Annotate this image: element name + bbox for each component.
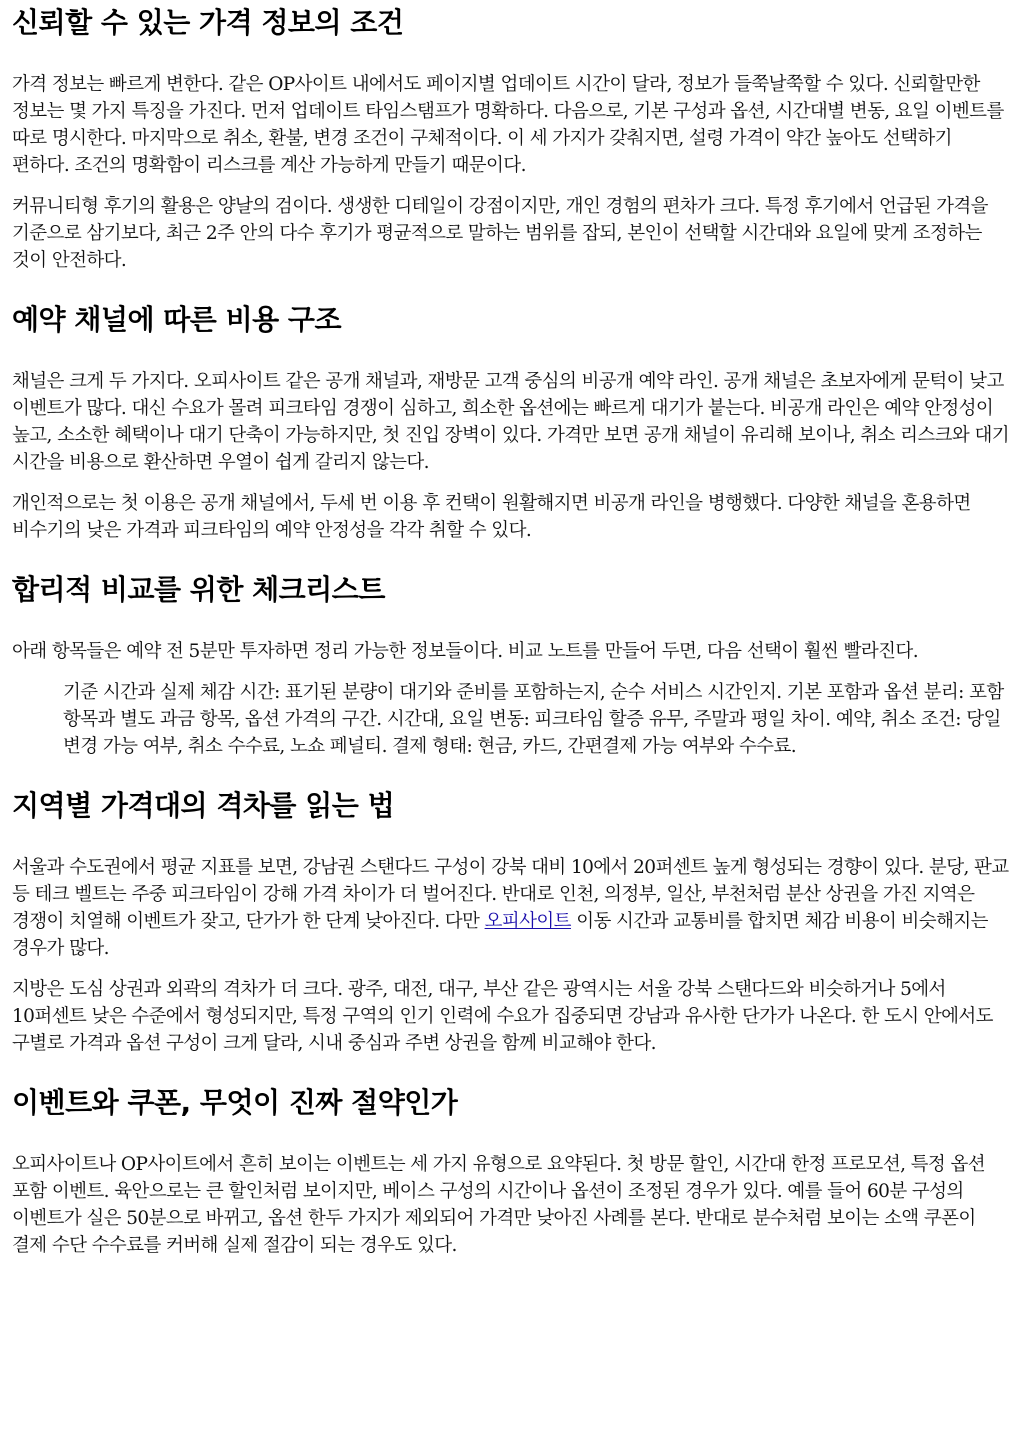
paragraph-text-after-link: 이동 시간과 교통비를 합치면 체감 비용이 비슷해지는 경우가 많다. (12, 911, 988, 959)
paragraph: 채널은 크게 두 가지다. 오피사이트 같은 공개 채널과, 재방문 고객 중심의 비공개 예약 라인. 공개 채널은 초보자에게 문턱이 낮고 이벤트가 많다. 대신 수요가 몰려 피크타임 경쟁이 심하고, 희소한 옵션에는 빠르게 대기가 붙는다. 비공개 라인은 예약 안정성이 높고, 소소한 혜택이나 대기 단축이 가능하지만, 첫 진입 장벽이 있다. 가격만 보면 공개 채널이 유리해 보이나, 취소 리스크와 대기 시간을 비용으로 환산하면 우열이 쉽게 갈리지 않는다. (12, 371, 1009, 473)
section-heading-events-and-coupons: 이벤트와 쿠폰, 무엇이 진짜 절약인가 (12, 1086, 458, 1119)
op-site-link[interactable]: 오피사이트 (484, 911, 571, 932)
paragraph: 지방은 도심 상권과 외곽의 격차가 더 크다. 광주, 대전, 대구, 부산 같은 광역시는 서울 강북 스탠다드와 비슷하거나 5에서 10퍼센트 낮은 수준에서 형성되지만, 특정 구역의 인기 인력에 수요가 집중되면 강남과 유사한 단가가 나온다. 한 도시 안에서도 구별로 가격과 옵션 구성이 크게 달라, 시내 중심과 주변 상권을 함께 비교해야 한다. (12, 979, 993, 1054)
article (0, 6, 1024, 1259)
paragraph: 아래 항목들은 예약 전 5분만 투자하면 정리 가능한 정보들이다. 비교 노트를 만들어 두면, 다음 선택이 훨씬 빨라진다. (12, 641, 918, 662)
section-heading-regional-price-gap: 지역별 가격대의 격차를 읽는 법 (12, 789, 395, 822)
paragraph: 커뮤니티형 후기의 활용은 양날의 검이다. 생생한 디테일이 강점이지만, 개인 경험의 편차가 크다. 특정 후기에서 언급된 가격을 기준으로 삼기보다, 최근 2주 안의 다수 후기가 평균적으로 말하는 범위를 잡되, 본인이 선택할 시간대와 요일에 맞게 조정하는 것이 안전하다. (12, 196, 988, 271)
paragraph-text-before-link: 서울과 수도권에서 평균 지표를 보면, 강남권 스탠다드 구성이 강북 대비 10에서 20퍼센트 높게 형성되는 경향이 있다. 분당, 판교 등 테크 벨트는 주중 피크타임이 강해 가격 차이가 더 벌어진다. 반대로 인천, 의정부, 일산, 부천처럼 분산 상권을 가진 지역은 경쟁이 치열해 이벤트가 잦고, 단가가 한 단계 낮아진다. 다만 (12, 857, 1009, 932)
checklist-quote: 기준 시간과 실제 체감 시간: 표기된 분량이 대기와 준비를 포함하는지, 순수 서비스 시간인지. 기본 포함과 옵션 분리: 포함 항목과 별도 과금 항목, 옵션 가격의 구간. 시간대, 요일 변동: 피크타임 할증 유무, 주말과 평일 차이. 예약, 취소 조건: 당일 변경 가능 여부, 취소 수수료, 노쇼 페널티. 결제 형태: 현금, 카드, 간편결제 가능 여부와 수수료. (63, 682, 1004, 757)
section-heading-comparison-checklist: 합리적 비교를 위한 체크리스트 (12, 573, 385, 606)
paragraph: 오피사이트나 OP사이트에서 흔히 보이는 이벤트는 세 가지 유형으로 요약된다. 첫 방문 할인, 시간대 한정 프로모션, 특정 옵션 포함 이벤트. 육안으로는 큰 할인처럼 보이지만, 베이스 구성의 시간이나 옵션이 조정된 경우가 있다. 예를 들어 60분 구성의 이벤트가 실은 50분으로 바뀌고, 옵션 한두 가지가 제외되어 가격만 낮아진 사례를 본다. 반대로 분수처럼 보이는 소액 쿠폰이 결제 수단 수수료를 커버해 실제 절감이 되는 경우도 있다. (12, 1154, 986, 1256)
paragraph: 가격 정보는 빠르게 변한다. 같은 OP사이트 내에서도 페이지별 업데이트 시간이 달라, 정보가 들쭉날쭉할 수 있다. 신뢰할만한 정보는 몇 가지 특징을 가진다. 먼저 업데이트 타임스탬프가 명확하다. 다음으로, 기본 구성과 옵션, 시간대별 변동, 요일 이벤트를 따로 명시한다. 마지막으로 취소, 환불, 변경 조건이 구체적이다. 이 세 가지가 갖춰지면, 설령 가격이 약간 높아도 선택하기 편하다. 조건의 명확함이 리스크를 계산 가능하게 만들기 때문이다. (12, 74, 1004, 176)
paragraph-with-link (12, 854, 1012, 962)
section-heading-booking-channel-cost: 예약 채널에 따른 비용 구조 (12, 303, 342, 336)
section-heading-trustworthy-price-info: 신뢰할 수 있는 가격 정보의 조건 (12, 6, 404, 39)
paragraph: 개인적으로는 첫 이용은 공개 채널에서, 두세 번 이용 후 컨택이 원활해지면 비공개 라인을 병행했다. 다양한 채널을 혼용하면 비수기의 낮은 가격과 피크타임의 예약 안정성을 각각 취할 수 있다. (12, 493, 971, 541)
